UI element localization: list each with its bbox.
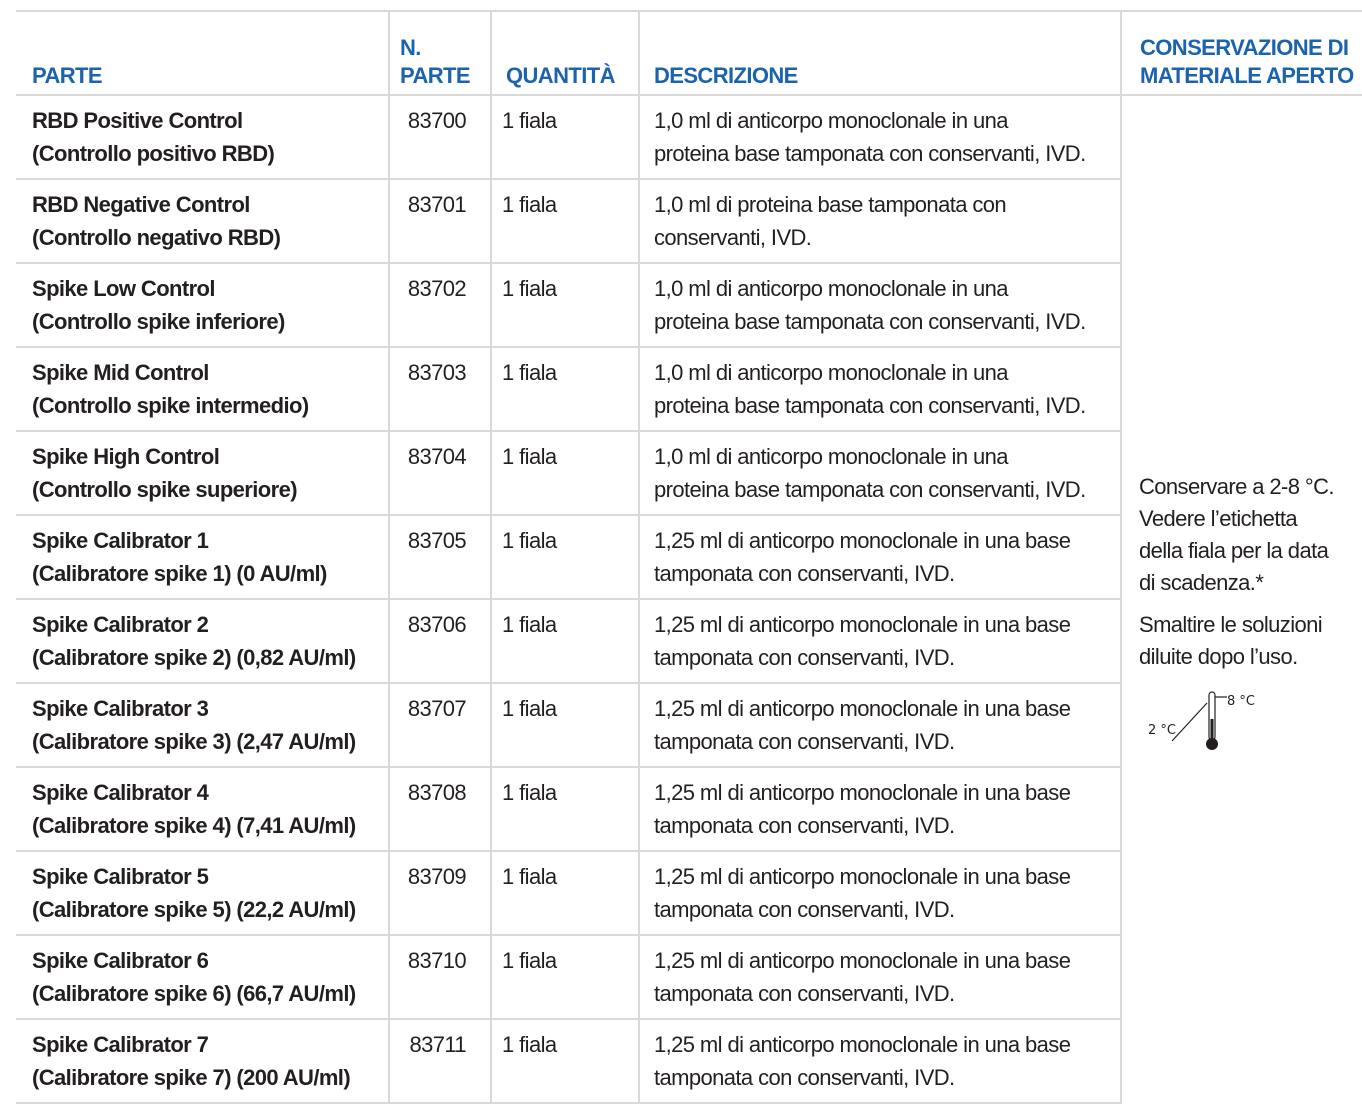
part-name: Spike Calibrator 6 [32,948,209,973]
part-description-cell [639,515,1121,599]
part-description-line1: 1,0 ml di anticorpo monoclonale in una [654,276,1008,301]
part-number: 83706 [389,599,491,683]
part-description-cell [639,263,1121,347]
part-name: Spike Calibrator 7 [32,1032,209,1057]
storage-line: di scadenza.* [1139,570,1264,595]
part-description-cell [639,179,1121,263]
storage-line: Conservare a 2-8 °C. [1139,474,1334,499]
part-quantity: 1 fiala [491,431,639,515]
part-number: 83707 [389,683,491,767]
thermometer-icon [1139,689,1279,759]
part-description-line1: 1,0 ml di proteina base tamponata con [654,192,1007,217]
part-description-cell [639,767,1121,851]
part-number: 83708 [389,767,491,851]
part-name-italian: (Controllo positivo RBD) [32,141,275,166]
disposal-line: diluite dopo l’uso. [1139,644,1298,669]
part-name-italian: (Controllo spike intermedio) [32,393,309,418]
part-description-line2: tamponata con conservanti, IVD. [654,981,955,1006]
part-name-cell [16,431,389,515]
part-description-line2: proteina base tamponata con conservanti, IVD. [654,309,1086,334]
part-name: RBD Negative Control [32,192,250,217]
part-name-cell [16,599,389,683]
part-quantity: 1 fiala [491,599,639,683]
part-name-italian: (Calibratore spike 6) (66,7 AU/ml) [32,981,356,1006]
part-description-cell [639,431,1121,515]
part-name: Spike Calibrator 4 [32,780,209,805]
part-name-italian: (Controllo negativo RBD) [32,225,281,250]
part-description-line1: 1,25 ml di anticorpo monoclonale in una base [654,696,1071,721]
part-description-cell [639,683,1121,767]
part-name-italian: (Calibratore spike 3) (2,47 AU/ml) [32,729,356,754]
header-storage-line2: MATERIALE APERTO [1140,63,1354,88]
part-description-line2: proteina base tamponata con conservanti, IVD. [654,393,1086,418]
part-name: RBD Positive Control [32,108,243,133]
part-name-italian: (Calibratore spike 7) (200 AU/ml) [32,1065,351,1090]
part-number: 83710 [389,935,491,1019]
part-description-line1: 1,25 ml di anticorpo monoclonale in una base [654,948,1071,973]
part-name-cell [16,263,389,347]
part-name: Spike Calibrator 5 [32,864,209,889]
part-quantity: 1 fiala [491,95,639,179]
part-name-italian: (Calibratore spike 4) (7,41 AU/ml) [32,813,356,838]
part-description-line1: 1,25 ml di anticorpo monoclonale in una base [654,528,1071,553]
part-description-cell [639,935,1121,1019]
part-quantity: 1 fiala [491,767,639,851]
parts-table-container [16,10,1362,1098]
part-number: 83704 [389,431,491,515]
header-description: DESCRIZIONE [639,12,1121,95]
part-description-line1: 1,25 ml di anticorpo monoclonale in una base [654,612,1071,637]
header-part: PARTE [16,12,389,95]
part-description-line1: 1,25 ml di anticorpo monoclonale in una base [654,780,1071,805]
part-description-line1: 1,0 ml di anticorpo monoclonale in una [654,360,1008,385]
part-name-cell [16,1019,389,1103]
header-storage [1121,12,1362,95]
part-quantity: 1 fiala [491,347,639,431]
storage-cell [1121,95,1362,1103]
part-number: 83703 [389,347,491,431]
part-name-cell [16,179,389,263]
part-quantity: 1 fiala [491,683,639,767]
parts-table [16,12,1362,1104]
part-description-cell [639,1019,1121,1103]
header-part-number: N. PARTE [389,12,491,95]
storage-line: della fiala per la data [1139,538,1329,563]
part-name-cell [16,935,389,1019]
part-description-line2: tamponata con conservanti, IVD. [654,897,955,922]
part-description-line1: 1,0 ml di anticorpo monoclonale in una [654,108,1008,133]
part-description-line2: tamponata con conservanti, IVD. [654,813,955,838]
part-quantity: 1 fiala [491,515,639,599]
table-row [16,95,1362,179]
part-name-cell [16,683,389,767]
part-name-italian: (Controllo spike superiore) [32,477,297,502]
disposal-line: Smaltire le soluzioni [1139,612,1323,637]
part-name: Spike Calibrator 2 [32,612,209,637]
part-description-cell [639,347,1121,431]
part-description-line1: 1,25 ml di anticorpo monoclonale in una base [654,1032,1071,1057]
part-quantity: 1 fiala [491,1019,639,1103]
table-body [16,95,1362,1103]
part-quantity: 1 fiala [491,179,639,263]
thermometer-high-label: 8 °C [1227,694,1255,709]
header-storage-line1: CONSERVAZIONE DI [1140,35,1349,60]
disposal-instructions [1139,609,1356,673]
part-description-line2: tamponata con conservanti, IVD. [654,1065,955,1090]
part-description-line2: proteina base tamponata con conservanti, IVD. [654,141,1086,166]
part-number: 83701 [389,179,491,263]
part-name-italian: (Calibratore spike 1) (0 AU/ml) [32,561,327,586]
part-name: Spike Calibrator 3 [32,696,209,721]
part-name-cell [16,347,389,431]
part-name: Spike Mid Control [32,360,209,385]
part-quantity: 1 fiala [491,851,639,935]
part-number: 83700 [389,95,491,179]
part-name: Spike Calibrator 1 [32,528,209,553]
part-description-cell [639,851,1121,935]
part-name-italian: (Calibratore spike 5) (22,2 AU/ml) [32,897,356,922]
part-name-cell [16,851,389,935]
part-description-line2: conservanti, IVD. [654,225,812,250]
part-name-cell [16,767,389,851]
part-description-line1: 1,25 ml di anticorpo monoclonale in una base [654,864,1071,889]
part-description-line1: 1,0 ml di anticorpo monoclonale in una [654,444,1008,469]
storage-line: Vedere l’etichetta [1139,506,1297,531]
part-number: 83709 [389,851,491,935]
part-number: 83705 [389,515,491,599]
part-number: 83711 [389,1019,491,1103]
part-description-line2: tamponata con conservanti, IVD. [654,645,955,670]
header-quantity: QUANTITÀ [491,12,639,95]
part-description-line2: proteina base tamponata con conservanti, IVD. [654,477,1086,502]
part-name-cell [16,515,389,599]
part-name-italian: (Calibratore spike 2) (0,82 AU/ml) [32,645,356,670]
part-quantity: 1 fiala [491,935,639,1019]
part-description-cell [639,599,1121,683]
part-name: Spike Low Control [32,276,215,301]
part-quantity: 1 fiala [491,263,639,347]
part-name: Spike High Control [32,444,220,469]
part-description-cell [639,95,1121,179]
thermometer-low-label: 2 °C [1148,723,1176,738]
part-name-italian: (Controllo spike inferiore) [32,309,285,334]
storage-instructions [1139,471,1356,599]
part-description-line2: tamponata con conservanti, IVD. [654,729,955,754]
table-header-row [16,12,1362,95]
part-number: 83702 [389,263,491,347]
part-name-cell [16,95,389,179]
part-description-line2: tamponata con conservanti, IVD. [654,561,955,586]
